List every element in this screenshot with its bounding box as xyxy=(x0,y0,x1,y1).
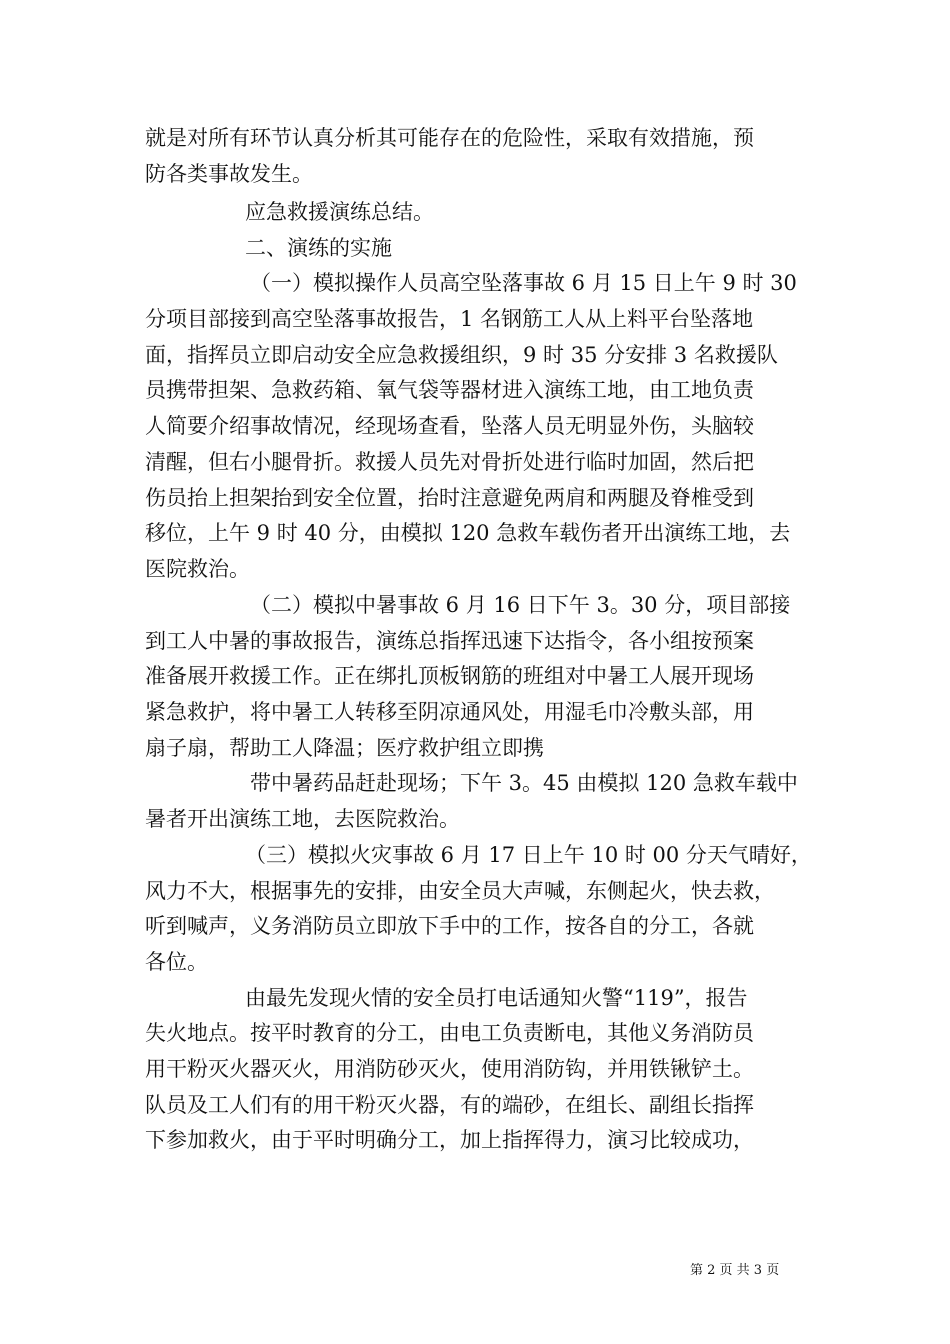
text-line-16: 准备展开救援工作。正在绑扎顶板钢筋的班组对中暑工人展开现场 xyxy=(145,664,754,688)
text-line-20: 暑者开出演练工地，去医院救治。 xyxy=(145,807,460,831)
text-line-6: 分项目部接到高空坠落事故报告，1 名钢筋工人从上料平台坠落地 xyxy=(145,307,754,331)
text-line-2: 防各类事故发生。 xyxy=(145,162,313,186)
text-line-26: 失火地点。按平时教育的分工，由电工负责断电，其他义务消防员 xyxy=(145,1021,754,1045)
text-line-10: 清醒，但右小腿骨折。救援人员先对骨折处进行临时加固，然后把 xyxy=(145,450,754,474)
text-line-23: 听到喊声，义务消防员立即放下手中的工作，按各自的分工，各就 xyxy=(145,914,754,938)
text-line-7: 面，指挥员立即启动安全应急救援组织，9 时 35 分安排 3 名救援队 xyxy=(145,343,778,367)
text-line-24: 各位。 xyxy=(145,950,208,974)
text-line-11: 伤员抬上担架抬到安全位置，抬时注意避免两肩和两腿及脊椎受到 xyxy=(145,486,754,510)
text-line-19: 带中暑药品赶赴现场；下午 3。45 由模拟 120 急救车载中 xyxy=(250,771,798,795)
text-line-13: 医院救治。 xyxy=(145,557,250,581)
text-line-18: 扇子扇，帮助工人降温；医疗救护组立即携 xyxy=(145,736,544,760)
text-line-12: 移位，上午 9 时 40 分，由模拟 120 急救车载伤者开出演练工地，去 xyxy=(145,521,791,545)
text-line-27: 用干粉灭火器灭火，用消防砂灭火，使用消防钩，并用铁锹铲土。 xyxy=(145,1057,754,1081)
text-line-1: 就是对所有环节认真分析其可能存在的危险性，采取有效措施，预 xyxy=(145,126,754,150)
text-line-5: （一）模拟操作人员高空坠落事故 6 月 15 日上午 9 时 30 xyxy=(250,271,797,295)
text-line-15: 到工人中暑的事故报告，演练总指挥迅速下达指令，各小组按预案 xyxy=(145,629,754,653)
section-heading: 二、演练的实施 xyxy=(245,236,392,260)
text-line-21: （三）模拟火灾事故 6 月 17 日上午 10 时 00 分天气晴好， xyxy=(245,843,812,867)
text-line-9: 人简要介绍事故情况，经现场查看，坠落人员无明显外伤，头脑较 xyxy=(145,414,754,438)
text-line-25: 由最先发现火情的安全员打电话通知火警“119”，报告 xyxy=(245,986,748,1010)
text-line-29: 下参加救火，由于平时明确分工，加上指挥得力，演习比较成功， xyxy=(145,1128,754,1152)
text-line-14: （二）模拟中暑事故 6 月 16 日下午 3。30 分，项目部接 xyxy=(250,593,791,617)
text-line-28: 队员及工人们有的用干粉灭火器，有的端砂，在组长、副组长指挥 xyxy=(145,1093,754,1117)
text-line-17: 紧急救护，将中暑工人转移至阴凉通风处，用湿毛巾冷敷头部，用 xyxy=(145,700,754,724)
page-number-footer: 第 2 页 共 3 页 xyxy=(690,1263,780,1278)
text-line-3: 应急救援演练总结。 xyxy=(245,200,434,224)
text-line-8: 员携带担架、急救药箱、氧气袋等器材进入演练工地，由工地负责 xyxy=(145,378,754,402)
text-line-22: 风力不大，根据事先的安排，由安全员大声喊，东侧起火，快去救， xyxy=(145,879,775,903)
